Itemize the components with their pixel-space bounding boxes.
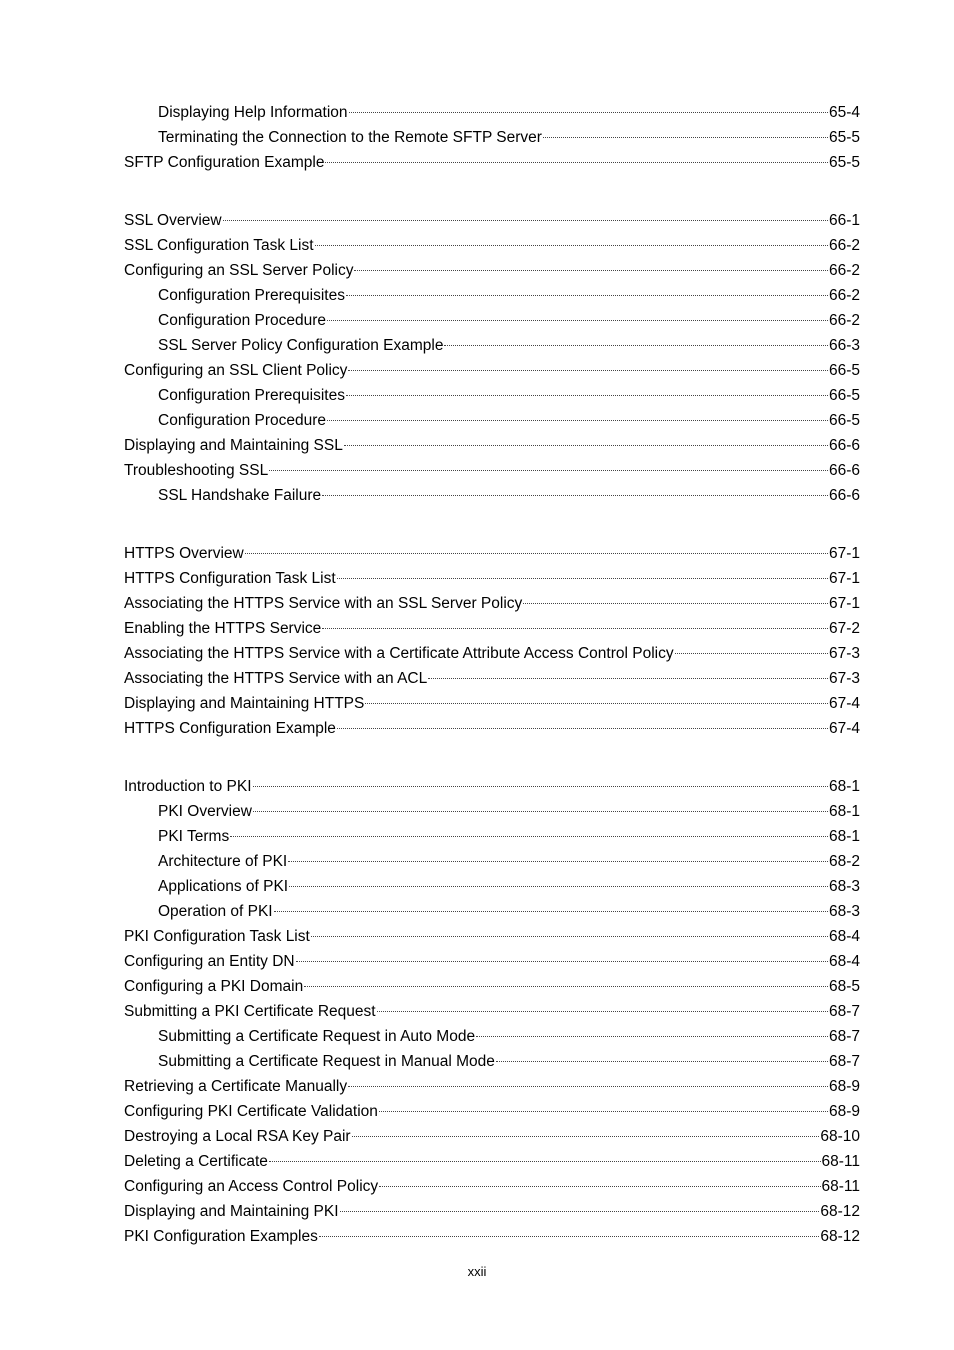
toc-entry-title: Applications of PKI (158, 878, 289, 895)
dot-leader (444, 345, 828, 346)
dot-leader (253, 786, 828, 787)
toc-entry-page: 68-7 (828, 1003, 860, 1020)
toc-entry[interactable] (124, 974, 860, 999)
dot-leader (322, 495, 828, 496)
toc-entry-title: Configuration Procedure (158, 412, 327, 429)
toc-entry-page: 65-5 (828, 129, 860, 146)
toc-entry[interactable] (124, 799, 860, 824)
dot-leader (322, 628, 828, 629)
toc-entry[interactable] (124, 666, 860, 691)
toc-entry-page: 66-2 (828, 287, 860, 304)
toc-entry-page: 68-12 (820, 1228, 860, 1245)
toc-entry[interactable] (124, 233, 860, 258)
toc-entry[interactable] (124, 283, 860, 308)
toc-entry-page: 66-1 (828, 212, 860, 229)
dot-leader (346, 295, 828, 296)
toc-entry-page: 66-3 (828, 337, 860, 354)
toc-entry-title: Retrieving a Certificate Manually (124, 1078, 348, 1095)
toc-entry-title: Configuring an Access Control Policy (124, 1178, 379, 1195)
dot-leader (337, 578, 828, 579)
toc-entry-page: 66-5 (828, 362, 860, 379)
toc-entry[interactable] (124, 1024, 860, 1049)
toc-entry-title: Terminating the Connection to the Remote SFTP Server (158, 129, 542, 146)
page-number: xxii (467, 1264, 487, 1279)
toc-entry[interactable] (124, 383, 860, 408)
toc-entry[interactable] (124, 1124, 860, 1149)
dot-leader (304, 986, 828, 987)
dot-leader (346, 395, 828, 396)
toc-entry[interactable] (124, 1049, 860, 1074)
dot-leader (523, 603, 828, 604)
toc-entry-page: 68-11 (821, 1178, 860, 1195)
toc-entry[interactable] (124, 100, 860, 125)
toc-entry-page: 68-4 (828, 928, 860, 945)
toc-entry[interactable] (124, 125, 860, 150)
dot-leader (288, 861, 828, 862)
toc-entry-title: PKI Configuration Examples (124, 1228, 318, 1245)
dot-leader (253, 811, 828, 812)
toc-entry[interactable] (124, 824, 860, 849)
toc-entry[interactable] (124, 483, 860, 508)
toc-entry-title: Displaying and Maintaining PKI (124, 1203, 339, 1220)
toc-entry-title: Submitting a PKI Certificate Request (124, 1003, 376, 1020)
dot-leader (289, 886, 828, 887)
dot-leader (377, 1011, 828, 1012)
dot-leader (327, 320, 828, 321)
dot-leader (315, 245, 828, 246)
toc-entry[interactable] (124, 208, 860, 233)
toc-entry-title: Displaying and Maintaining HTTPS (124, 695, 365, 712)
toc-entry-page: 68-7 (828, 1053, 860, 1070)
toc-entry-page: 68-3 (828, 878, 860, 895)
toc-entry-title: Displaying Help Information (158, 104, 348, 121)
dot-leader (348, 370, 828, 371)
toc-entry-page: 68-1 (828, 778, 860, 795)
toc-entry-title: HTTPS Configuration Task List (124, 570, 336, 587)
dot-leader (675, 653, 828, 654)
dot-leader (337, 728, 828, 729)
toc-entry[interactable] (124, 308, 860, 333)
toc-entry-title: Troubleshooting SSL (124, 462, 269, 479)
toc-entry-page: 67-1 (828, 570, 860, 587)
toc-entry-title: SFTP Configuration Example (124, 154, 325, 171)
dot-leader (269, 470, 828, 471)
toc-entry-title: Configuring a PKI Domain (124, 978, 304, 995)
toc-entry-title: Displaying and Maintaining SSL (124, 437, 343, 454)
dot-leader (496, 1061, 828, 1062)
toc-entry-page: 68-3 (828, 903, 860, 920)
toc-section (124, 541, 860, 741)
toc-entry-title: Associating the HTTPS Service with a Certificate Attribute Access Control Policy (124, 645, 674, 662)
dot-leader (348, 1086, 828, 1087)
toc-entry-page: 68-7 (828, 1028, 860, 1045)
toc-entry[interactable] (124, 1224, 860, 1249)
dot-leader (354, 270, 828, 271)
dot-leader (269, 1161, 821, 1162)
toc-entry[interactable] (124, 566, 860, 591)
toc-section (124, 774, 860, 1249)
dot-leader (379, 1186, 820, 1187)
toc-entry[interactable] (124, 458, 860, 483)
dot-leader (543, 137, 828, 138)
toc-entry-page: 68-11 (821, 1153, 860, 1170)
dot-leader (344, 445, 828, 446)
toc-entry-page: 65-5 (828, 154, 860, 171)
toc-entry[interactable] (124, 849, 860, 874)
toc-entry-title: Architecture of PKI (158, 853, 288, 870)
toc-entry-title: Destroying a Local RSA Key Pair (124, 1128, 351, 1145)
toc-entry-title: HTTPS Configuration Example (124, 720, 336, 737)
toc-entry[interactable] (124, 1149, 860, 1174)
toc-entry-title: SSL Configuration Task List (124, 237, 314, 254)
toc-entry[interactable] (124, 999, 860, 1024)
toc-entry-title: Configuring PKI Certificate Validation (124, 1103, 378, 1120)
toc-entry-page: 66-6 (828, 437, 860, 454)
toc-entry-title: Associating the HTTPS Service with an SSL Server Policy (124, 595, 523, 612)
toc-entry-page: 67-1 (828, 545, 860, 562)
toc-entry-page: 68-1 (828, 828, 860, 845)
toc-entry-title: HTTPS Overview (124, 545, 244, 562)
toc-entry-title: Submitting a Certificate Request in Manual Mode (158, 1053, 495, 1070)
dot-leader (428, 678, 828, 679)
toc-entry-title: PKI Terms (158, 828, 230, 845)
toc-entry-title: Enabling the HTTPS Service (124, 620, 322, 637)
dot-leader (352, 1136, 820, 1137)
toc-entry-title: SSL Server Policy Configuration Example (158, 337, 444, 354)
toc-entry-page: 68-4 (828, 953, 860, 970)
toc-entry[interactable] (124, 433, 860, 458)
toc-entry-title: Configuration Prerequisites (158, 287, 345, 304)
toc-entry-title: Configuration Prerequisites (158, 387, 345, 404)
dot-leader (349, 112, 828, 113)
dot-leader (325, 162, 828, 163)
toc-entry-page: 66-2 (828, 312, 860, 329)
dot-leader (223, 220, 828, 221)
toc-entry-page: 68-12 (820, 1203, 860, 1220)
table-of-contents (124, 100, 860, 1249)
toc-entry-page: 66-6 (828, 462, 860, 479)
dot-leader (365, 703, 828, 704)
toc-entry-title: PKI Overview (158, 803, 252, 820)
dot-leader (274, 911, 828, 912)
toc-entry[interactable] (124, 616, 860, 641)
toc-entry-page: 68-9 (828, 1078, 860, 1095)
toc-entry-title: PKI Configuration Task List (124, 928, 310, 945)
toc-entry[interactable] (124, 408, 860, 433)
toc-entry-title: Configuration Procedure (158, 312, 327, 329)
toc-entry[interactable] (124, 716, 860, 741)
toc-entry[interactable] (124, 641, 860, 666)
toc-entry-title: Configuring an SSL Server Policy (124, 262, 354, 279)
dot-leader (311, 936, 828, 937)
toc-entry-page: 67-4 (828, 720, 860, 737)
toc-entry-title: Configuring an Entity DN (124, 953, 295, 970)
toc-entry[interactable] (124, 150, 860, 175)
toc-entry-page: 65-4 (828, 104, 860, 121)
toc-entry[interactable] (124, 774, 860, 799)
toc-entry-page: 68-9 (828, 1103, 860, 1120)
toc-entry-page: 66-2 (828, 237, 860, 254)
toc-entry[interactable] (124, 591, 860, 616)
toc-entry-page: 68-1 (828, 803, 860, 820)
dot-leader (379, 1111, 828, 1112)
toc-entry-title: Associating the HTTPS Service with an ACL (124, 670, 428, 687)
dot-leader (319, 1236, 819, 1237)
toc-entry-page: 66-2 (828, 262, 860, 279)
dot-leader (476, 1036, 828, 1037)
dot-leader (296, 961, 828, 962)
toc-entry-title: SSL Overview (124, 212, 222, 229)
toc-section (124, 208, 860, 508)
toc-entry[interactable] (124, 874, 860, 899)
toc-entry[interactable] (124, 1174, 860, 1199)
dot-leader (340, 1211, 820, 1212)
toc-entry-page: 67-3 (828, 645, 860, 662)
toc-entry-page: 67-2 (828, 620, 860, 637)
toc-entry[interactable] (124, 949, 860, 974)
toc-entry-title: Deleting a Certificate (124, 1153, 268, 1170)
toc-entry-title: Submitting a Certificate Request in Auto Mode (158, 1028, 476, 1045)
toc-entry-title: Introduction to PKI (124, 778, 252, 795)
toc-entry-title: SSL Handshake Failure (158, 487, 322, 504)
toc-section (124, 100, 860, 175)
toc-entry-page: 67-4 (828, 695, 860, 712)
toc-entry[interactable] (124, 333, 860, 358)
toc-entry[interactable] (124, 258, 860, 283)
toc-entry-title: Operation of PKI (158, 903, 273, 920)
toc-entry-page: 67-1 (828, 595, 860, 612)
dot-leader (327, 420, 828, 421)
toc-entry[interactable] (124, 541, 860, 566)
toc-entry-page: 68-5 (828, 978, 860, 995)
toc-entry-title: Configuring an SSL Client Policy (124, 362, 348, 379)
toc-entry[interactable] (124, 1199, 860, 1224)
dot-leader (230, 836, 828, 837)
toc-entry-page: 66-5 (828, 412, 860, 429)
toc-entry-page: 66-5 (828, 387, 860, 404)
toc-entry-page: 67-3 (828, 670, 860, 687)
toc-entry[interactable] (124, 924, 860, 949)
toc-entry[interactable] (124, 1099, 860, 1124)
toc-entry[interactable] (124, 358, 860, 383)
toc-entry-page: 66-6 (828, 487, 860, 504)
toc-entry-page: 68-10 (820, 1128, 860, 1145)
toc-entry-page: 68-2 (828, 853, 860, 870)
toc-entry[interactable] (124, 691, 860, 716)
toc-entry[interactable] (124, 1074, 860, 1099)
dot-leader (245, 553, 828, 554)
toc-entry[interactable] (124, 899, 860, 924)
